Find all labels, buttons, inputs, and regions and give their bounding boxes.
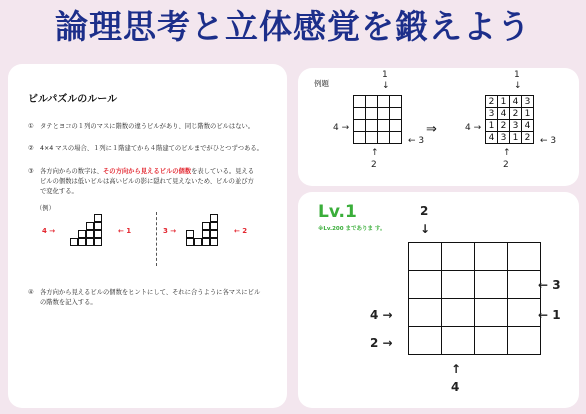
puzzle-cell[interactable] <box>475 327 508 355</box>
building-floor <box>86 230 94 238</box>
example-solution-grid <box>485 95 534 144</box>
page-title: 論理思考と立体感覚を鍛えよう <box>55 7 531 46</box>
solution-cell: 1 <box>510 132 522 144</box>
rule-number: ③ <box>28 168 34 175</box>
puzzle-cell[interactable] <box>409 299 442 327</box>
solution-cell: 2 <box>486 96 498 108</box>
puzzle-cell[interactable] <box>508 271 541 299</box>
building-floor <box>202 238 210 246</box>
puzzle-cell[interactable] <box>508 327 541 355</box>
solution-cell: 1 <box>498 96 510 108</box>
rule-text: 各方向からの数字は、 <box>40 168 103 175</box>
example-label: 例題 <box>314 79 329 88</box>
left-example-clue-left: 4 → <box>42 227 56 235</box>
solution-cell: 4 <box>510 96 522 108</box>
rule-number: ④ <box>28 289 34 296</box>
building-floor <box>210 214 218 222</box>
left-example-clue-right: ← 1 <box>118 227 132 235</box>
puzzle-cell[interactable] <box>475 243 508 271</box>
up-arrow-icon: ↑ <box>371 148 379 158</box>
solution-row <box>486 132 534 144</box>
rule-text: で変化する。 <box>40 188 78 195</box>
solution-cell: 1 <box>486 120 498 132</box>
example-panel <box>298 68 579 186</box>
solution-cell: 2 <box>522 132 534 144</box>
puzzle-cell[interactable] <box>442 299 475 327</box>
solution-cell: 4 <box>498 108 510 120</box>
level-title: Lv.1 <box>318 202 357 222</box>
level-right-clue-row2: ← 3 <box>538 278 561 292</box>
rule-text: を表している。見える <box>191 168 255 175</box>
solution-row <box>486 108 534 120</box>
building-floor <box>210 238 218 246</box>
rule-4 <box>28 288 273 308</box>
solution-cell: 3 <box>522 96 534 108</box>
puzzle-row <box>409 271 541 299</box>
rule-text: 各方向から見えるビルの個数をヒントにして、それに合うように各マスにビル <box>40 289 261 296</box>
right-example-buildings <box>186 214 218 246</box>
rules-title: ビルパズルのルール <box>28 94 118 105</box>
solution-right-clue: ← 3 <box>540 136 557 146</box>
rules-panel <box>8 64 287 408</box>
rule-1 <box>28 122 273 132</box>
building-floor <box>70 238 78 246</box>
puzzle-cell[interactable] <box>508 243 541 271</box>
level-right-clue-row3: ← 1 <box>538 308 561 322</box>
level-bottom-clue: 4 <box>451 380 460 394</box>
level-top-clue: 2 <box>420 204 429 218</box>
example-right-clue: ← 3 <box>408 136 425 146</box>
level-left-clue-row3: 4 → <box>370 308 393 322</box>
building-floor <box>78 230 86 238</box>
building-floor <box>94 238 102 246</box>
rule-text: の階数を記入する。 <box>40 299 97 306</box>
example-tag: （例） <box>36 205 55 212</box>
solution-cell: 2 <box>510 108 522 120</box>
up-arrow-icon: ↑ <box>503 148 511 158</box>
example-top-clue: 1 <box>382 70 388 80</box>
solution-left-clue: 4 → <box>465 123 482 133</box>
rule-3 <box>28 167 273 197</box>
puzzle-cell[interactable] <box>475 299 508 327</box>
down-arrow-icon: ↓ <box>514 81 522 91</box>
building-floor <box>186 238 194 246</box>
example-empty-grid <box>353 95 402 144</box>
example-bottom-clue: 2 <box>371 160 377 170</box>
puzzle-cell[interactable] <box>475 271 508 299</box>
building-floor <box>78 238 86 246</box>
building-floor <box>210 222 218 230</box>
right-example-clue-right: ← 2 <box>234 227 248 235</box>
solution-top-clue: 1 <box>514 70 520 80</box>
building-floor <box>86 238 94 246</box>
down-arrow-icon: ↓ <box>420 222 431 236</box>
building-floor <box>210 230 218 238</box>
solution-cell: 1 <box>522 108 534 120</box>
puzzle-cell[interactable] <box>508 299 541 327</box>
puzzle-cell[interactable] <box>442 243 475 271</box>
level-left-clue-row4: 2 → <box>370 336 393 350</box>
building-floor <box>94 214 102 222</box>
puzzle-cell[interactable] <box>409 243 442 271</box>
rule-text: 4×4 マスの場合、１列に１階建てから４階建てのビルまでがひとつずつある。 <box>40 145 263 152</box>
rule-number: ② <box>28 145 34 152</box>
solution-cell: 4 <box>486 132 498 144</box>
puzzle-row <box>409 299 541 327</box>
building-floor <box>86 222 94 230</box>
puzzle-cell[interactable] <box>409 271 442 299</box>
solution-cell: 2 <box>498 120 510 132</box>
level-panel <box>298 192 579 408</box>
left-example-buildings <box>70 214 102 246</box>
example-divider <box>156 212 157 266</box>
solution-cell: 3 <box>486 108 498 120</box>
implies-icon: ⇒ <box>426 122 437 137</box>
solution-cell: 3 <box>510 120 522 132</box>
rule-number: ① <box>28 123 34 130</box>
up-arrow-icon: ↑ <box>451 362 462 376</box>
building-floor <box>194 238 202 246</box>
solution-row <box>486 96 534 108</box>
building-floor <box>202 230 210 238</box>
building-floor <box>186 230 194 238</box>
down-arrow-icon: ↓ <box>382 81 390 91</box>
example-left-clue: 4 → <box>333 123 350 133</box>
building-floor <box>94 222 102 230</box>
puzzle-cell[interactable] <box>442 327 475 355</box>
solution-cell: 3 <box>498 132 510 144</box>
rule-text: ビルの個数は低いビルは高いビルの影に隠れて見えないため、ビルの並び方 <box>40 178 254 185</box>
right-example-clue-left: 3 → <box>163 227 177 235</box>
building-floor <box>202 222 210 230</box>
solution-bottom-clue: 2 <box>503 160 509 170</box>
solution-cell: 4 <box>522 120 534 132</box>
puzzle-row <box>409 243 541 271</box>
rule-2 <box>28 144 273 154</box>
rule-text: タテとヨコの１列のマスに階数の違うビルがあり、同じ階数のビルはない。 <box>40 123 255 130</box>
puzzle-row <box>409 327 541 355</box>
puzzle-grid <box>408 242 541 355</box>
rule-highlight: その方向から見えるビルの個数 <box>102 168 192 175</box>
puzzle-cell[interactable] <box>409 327 442 355</box>
building-floor <box>94 230 102 238</box>
level-note: ※Lv.200 までありま す。 <box>318 226 386 232</box>
solution-row <box>486 120 534 132</box>
puzzle-cell[interactable] <box>442 271 475 299</box>
